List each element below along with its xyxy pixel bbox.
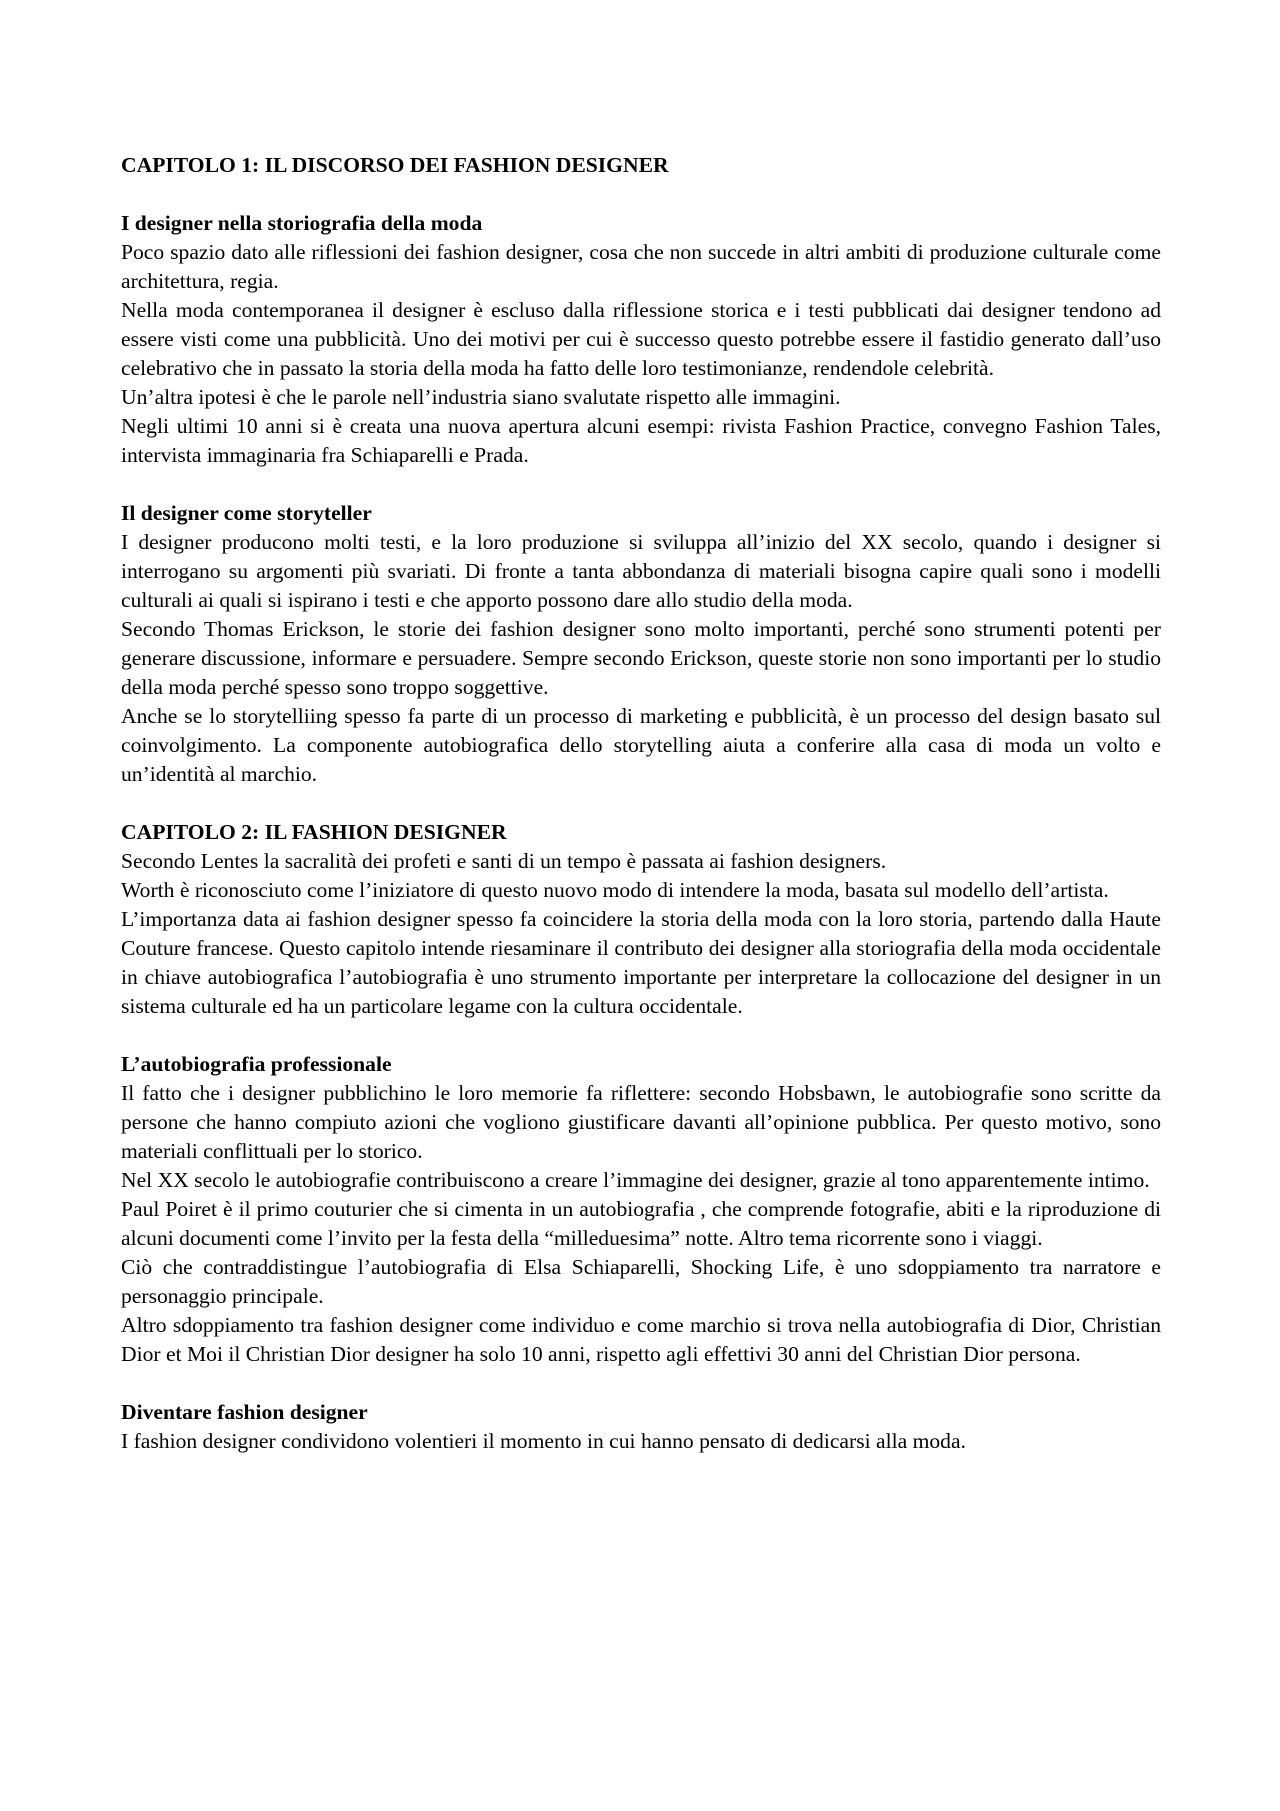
section-heading: Il designer come storyteller xyxy=(121,501,372,525)
paragraph: I designer producono molti testi, e la loro produzione si sviluppa all’inizio del XX secolo, quando i designer si interrogano su argomenti più svariati. Di fronte a tanta abbondanza di materiali bisogna capire quali sono i modelli culturali ai quali si ispirano i testi e che apporto possono dare allo studio della moda. xyxy=(121,530,1161,612)
paragraph: Secondo Thomas Erickson, le storie dei fashion designer sono molto importanti, perché sono strumenti potenti per generare discussione, informare e persuadere. Sempre secondo Erickson, queste storie non sono importanti per lo studio della moda perché spesso sono troppo soggettive. xyxy=(121,617,1161,699)
paragraph: L’importanza data ai fashion designer spesso fa coincidere la storia della moda con la loro storia, partendo dalla Haute Couture francese. Questo capitolo intende riesaminare il contributo dei designer alla storiografia della moda occidentale in chiave autobiografica l’autobiografia è uno strumento importante per interpretare la collocazione del designer in un sistema culturale ed ha un particolare legame con la cultura occidentale. xyxy=(121,907,1161,1018)
section-diventare-fashion-designer xyxy=(121,1398,1161,1456)
paragraph: I fashion designer condividono volentieri il momento in cui hanno pensato di dedicarsi alla moda. xyxy=(121,1429,966,1453)
paragraph: Altro sdoppiamento tra fashion designer come individuo e come marchio si trova nella autobiografia di Dior, Christian Dior et Moi il Christian Dior designer ha solo 10 anni, rispetto agli effettivi 30 anni del Christian Dior persona. xyxy=(121,1313,1161,1366)
paragraph: Anche se lo storytelliing spesso fa parte di un processo di marketing e pubblicità, è un processo del design basato sul coinvolgimento. La componente autobiografica dello storytelling aiuta a conferire alla casa di moda un volto e un’identità al marchio. xyxy=(121,704,1161,786)
paragraph: Ciò che contraddistingue l’autobiografia di Elsa Schiaparelli, Shocking Life, è uno sdoppiamento tra narratore e personaggio principale. xyxy=(121,1255,1161,1308)
chapter-2-title: CAPITOLO 2: IL FASHION DESIGNER xyxy=(121,820,507,844)
paragraph: Poco spazio dato alle riflessioni dei fashion designer, cosa che non succede in altri ambiti di produzione culturale come architettura, regia. xyxy=(121,240,1161,293)
paragraph: Nella moda contemporanea il designer è escluso dalla riflessione storica e i testi pubblicati dai designer tendono ad essere visti come una pubblicità. Uno dei motivi per cui è successo questo potrebbe essere il fastidio generato dall’uso celebrativo che in passato la storia della moda ha fatto delle loro testimonianze, rendendole celebrità. xyxy=(121,298,1161,380)
section-heading: Diventare fashion designer xyxy=(121,1400,368,1424)
section-chapter-2 xyxy=(121,818,1161,1021)
paragraph: Nel XX secolo le autobiografie contribuiscono a creare l’immagine dei designer, grazie al tono apparentemente intimo. xyxy=(121,1168,1150,1192)
paragraph: Il fatto che i designer pubblichino le loro memorie fa riflettere: secondo Hobsbawn, le autobiografie sono scritte da persone che hanno compiuto azioni che vogliono giustificare davanti all’opinione pubblica. Per questo motivo, sono materiali conflittuali per lo storico. xyxy=(121,1081,1161,1163)
paragraph: Paul Poiret è il primo couturier che si cimenta in un autobiografia , che comprende fotografie, abiti e la riproduzione di alcuni documenti come l’invito per la festa della “milleduesima” notte. Altro tema ricorrente sono i viaggi. xyxy=(121,1197,1161,1250)
paragraph: Un’altra ipotesi è che le parole nell’industria siano svalutate rispetto alle immagini. xyxy=(121,385,841,409)
section-designer-storyteller xyxy=(121,499,1161,789)
section-heading: L’autobiografia professionale xyxy=(121,1052,392,1076)
section-heading: I designer nella storiografia della moda xyxy=(121,211,483,235)
paragraph: Secondo Lentes la sacralità dei profeti e santi di un tempo è passata ai fashion designers. xyxy=(121,849,887,873)
section-autobiografia-professionale xyxy=(121,1050,1161,1369)
paragraph: Negli ultimi 10 anni si è creata una nuova apertura alcuni esempi: rivista Fashion Practice, convegno Fashion Tales, intervista immaginaria fra Schiaparelli e Prada. xyxy=(121,414,1161,467)
document-page xyxy=(121,151,1161,1456)
section-designer-storiografia xyxy=(121,209,1161,470)
paragraph: Worth è riconosciuto come l’iniziatore di questo nuovo modo di intendere la moda, basata sul modello dell’artista. xyxy=(121,878,1109,902)
chapter-1-title: CAPITOLO 1: IL DISCORSO DEI FASHION DESIGNER xyxy=(121,153,669,177)
